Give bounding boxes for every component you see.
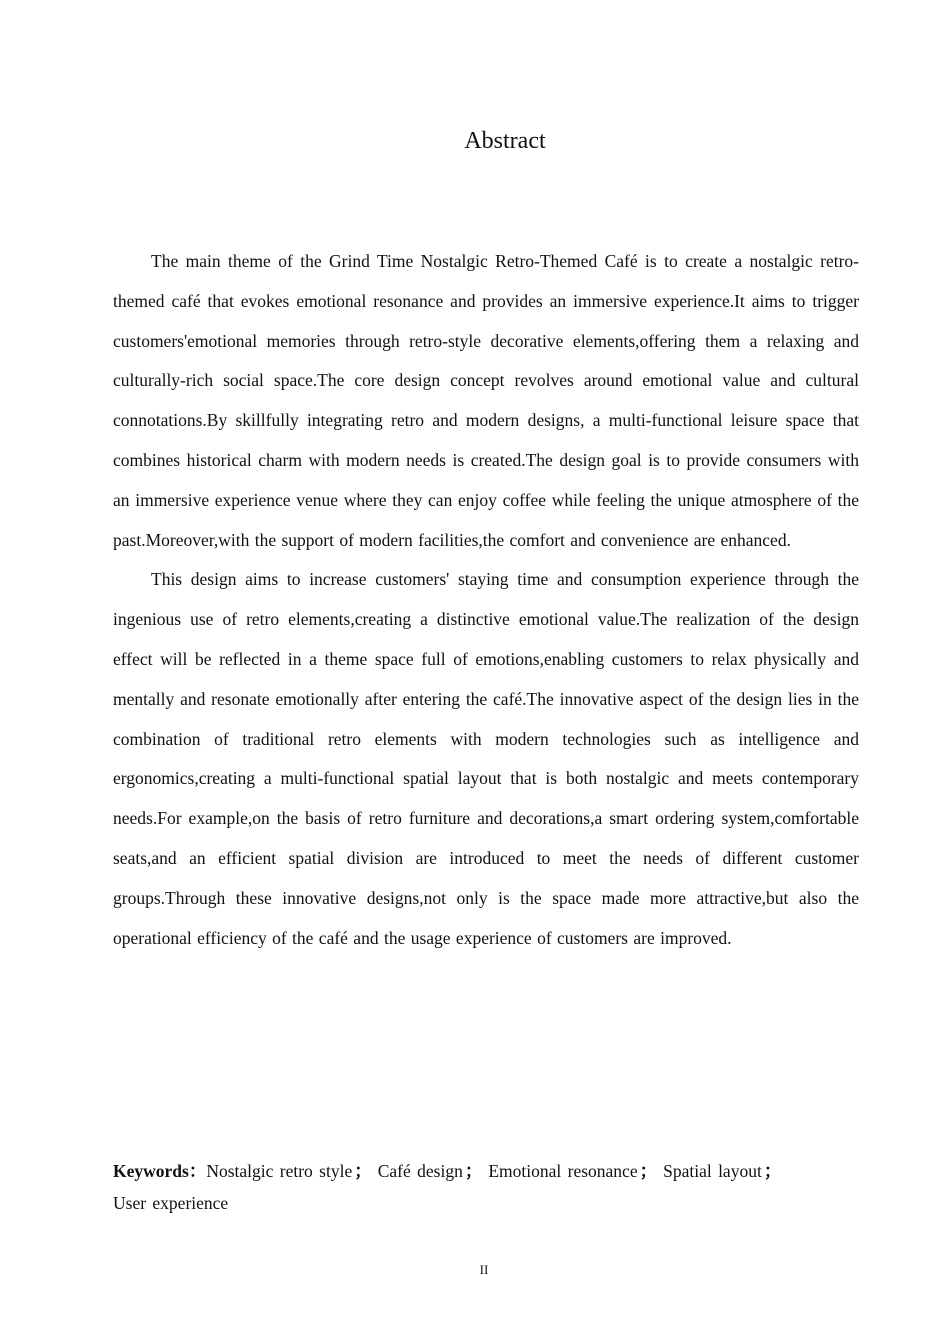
- keyword-item: Nostalgic retro style: [206, 1161, 353, 1181]
- keyword-separator: ；: [763, 1161, 782, 1181]
- keyword-separator: ；: [464, 1161, 483, 1181]
- keyword-separator: ；: [354, 1161, 372, 1181]
- keyword-item: Café design: [377, 1161, 463, 1181]
- page-number: II: [479, 1262, 489, 1277]
- keyword-item: User experience: [113, 1193, 229, 1213]
- abstract-paragraph: The main theme of the Grind Time Nostalgic Retro-Themed Café is to create a nostalgic retro-themed café that evokes emotional resonance and provides an immersive experience.It aims to trigger customers'emotional memories through retro-style decorative elements,offering them a relaxing and culturally-rich social space.The core design concept revolves around emotional value and cultural connotations.By skillfully integrating retro and modern designs, a multi-functional leisure space that combines historical charm with modern needs is created.The design goal is to provide consumers with an immersive experience venue where they can enjoy coffee while feeling the unique atmosphere of the past.Moreover,with the support of modern facilities,the comfort and convenience are enhanced.: [113, 251, 859, 550]
- keyword-item: Emotional resonance: [488, 1161, 638, 1181]
- keyword-separator: ；: [639, 1161, 658, 1181]
- keyword-item: Spatial layout: [663, 1161, 762, 1181]
- page-title: Abstract: [464, 128, 546, 154]
- keywords-line: [113, 1155, 859, 1219]
- abstract-paragraph: This design aims to increase customers' staying time and consumption experience through the ingenious use of retro elements,creating a distinctive emotional value.The realization of the design effect will be reflected in a theme space full of emotions,enabling customers to relax physically and mentally and resonate emotionally after entering the café.The innovative aspect of the design lies in the combination of traditional retro elements with modern technologies such as intelligence and ergonomics,creating a multi-functional spatial layout that is both nostalgic and meets contemporary needs.For example,on the basis of retro furniture and decorations,a smart ordering system,comfortable seats,and an efficient spatial division are introduced to meet the needs of different customer groups.Through these innovative designs,not only is the space made more attractive,but also the operational efficiency of the café and the usage experience of customers are improved.: [113, 569, 859, 948]
- abstract-body: [113, 242, 859, 958]
- keywords-label: Keywords：: [113, 1161, 207, 1181]
